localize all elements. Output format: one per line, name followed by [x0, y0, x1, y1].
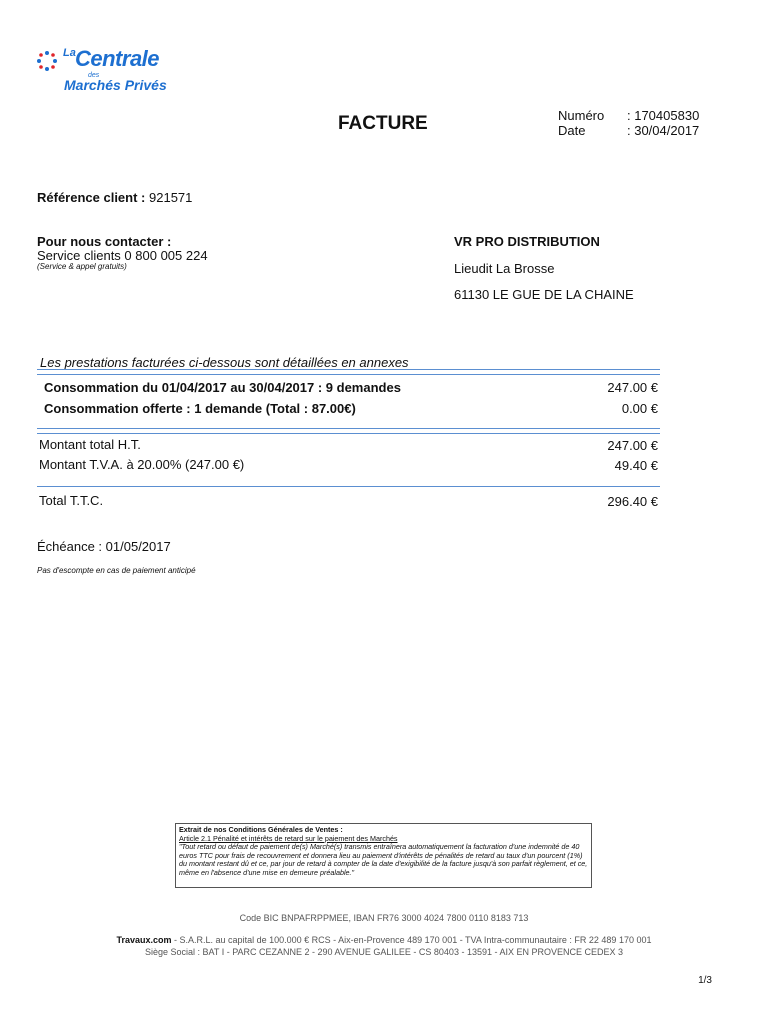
tva-label: Montant T.V.A. à 20.00% (247.00 €)	[39, 457, 245, 472]
services-intro: Les prestations facturées ci-dessous sont détaillées en annexes	[40, 355, 409, 370]
footer-bank-details: Code BIC BNPAFRPPMEE, IBAN FR76 3000 4024 7800 0110 8183 713	[239, 913, 529, 923]
contact-phone: Service clients 0 800 005 224	[37, 248, 208, 263]
total-ht-amount: 247.00 €	[607, 438, 658, 453]
divider	[37, 428, 660, 429]
logo-la-text: La	[63, 47, 76, 59]
contact-note: (Service & appel gratuits)	[37, 262, 127, 271]
logo-dots-icon	[36, 50, 58, 72]
footer-company-legal: - S.A.R.L. au capital de 100.000 € RCS - Aix-en-Provence 489 170 001 - TVA Intra-communautaire : FR 22 489 170 001	[171, 935, 652, 945]
invoice-title: FACTURE	[338, 113, 428, 134]
terms-quote: "Tout retard ou défaut de paiement de(s) Marché(s) transmis entraînera automatiquement la facturation d'une indemnité de 40 euros TTC pour frais de recouvrement et donnera lieu au paiement d'intérêts de pénalités de retard au taux d'un pourcent (1%) du montant restant dû et ce, par jour de retard à compter de la date d'exigibilité de la facture jusqu'à son parfait règlement, et ce, même en l'absence d'une mise en demeure préalable."	[179, 842, 588, 877]
divider	[37, 433, 660, 434]
discount-note: Pas d'escompte en cas de paiement anticipé	[37, 566, 196, 575]
line-item-amount: 247.00 €	[607, 380, 658, 395]
terms-excerpt-box	[175, 823, 592, 888]
divider	[37, 486, 660, 487]
terms-title: Extrait de nos Conditions Générales de Ventes :	[179, 825, 343, 834]
line-item-label: Consommation du 01/04/2017 au 30/04/2017 : 9 demandes	[44, 380, 401, 395]
footer-company-name: Travaux.com	[116, 935, 172, 945]
logo-centrale-text: Centrale	[75, 46, 160, 71]
recipient-address-line1: Lieudit La Brosse	[454, 261, 555, 276]
recipient-address-line2: 61130 LE GUE DE LA CHAINE	[454, 287, 634, 302]
client-reference-label: Référence client :	[37, 190, 146, 205]
recipient-name: VR PRO DISTRIBUTION	[454, 234, 600, 249]
numero-label: Numéro	[558, 108, 605, 123]
terms-article: Article 2.1 Pénalité et intérêts de retard sur le paiement des Marchés	[179, 833, 398, 843]
tva-amount: 49.40 €	[614, 458, 658, 473]
total-ttc-label: Total T.T.C.	[39, 493, 104, 508]
date-value: : 30/04/2017	[627, 123, 700, 138]
page-number: 1/3	[698, 975, 712, 986]
date-label: Date	[558, 123, 586, 138]
footer-address: Siège Social : BAT I - PARC CEZANNE 2 - 290 AVENUE GALILEE - CS 80403 - 13591 - AIX EN PROVENCE CEDEX 3	[144, 947, 624, 957]
company-logo	[36, 44, 216, 94]
logo-marches-text: Marchés Privés	[64, 77, 167, 93]
divider	[37, 369, 660, 370]
logo-des-text: des	[88, 72, 100, 79]
line-item-amount: 0.00 €	[621, 401, 658, 416]
numero-value: : 170405830	[627, 108, 700, 123]
client-reference	[37, 190, 192, 205]
line-item-label: Consommation offerte : 1 demande (Total : 87.00€)	[44, 401, 356, 416]
total-ttc-amount: 296.40 €	[607, 494, 658, 509]
divider	[37, 374, 660, 375]
total-ht-label: Montant total H.T.	[39, 437, 141, 452]
due-date: Échéance : 01/05/2017	[37, 539, 171, 554]
contact-title: Pour nous contacter :	[37, 234, 172, 249]
footer-company-info	[0, 935, 768, 945]
client-reference-value: 921571	[149, 190, 193, 205]
